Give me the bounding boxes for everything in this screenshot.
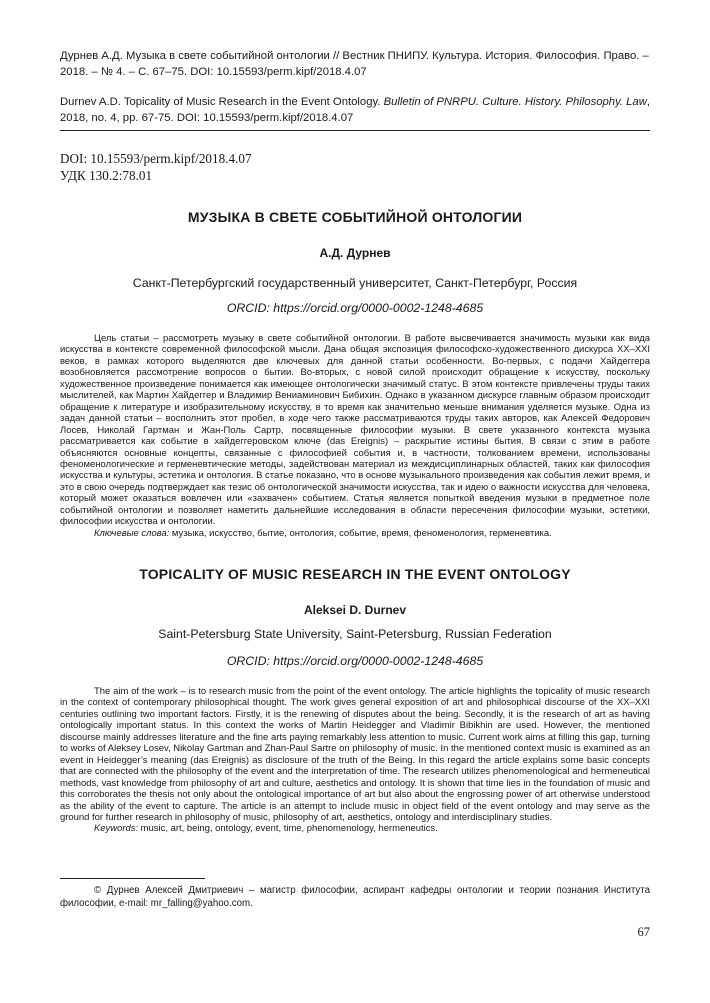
en-abstract — [60, 686, 650, 835]
ru-keywords — [60, 528, 650, 539]
ru-orcid: ORCID: https://orcid.org/0000-0002-1248-4685 — [226, 301, 484, 315]
footnote — [60, 884, 650, 910]
doi: DOI: 10.15593/perm.kipf/2018.4.07 — [60, 151, 252, 166]
doi-block — [60, 150, 252, 184]
header-rule — [60, 130, 650, 131]
citation-ru: Дурнев А.Д. Музыка в свете событийной онтологии // Вестник ПНИПУ. Культура. История. Философия. Право. – 2018. – № 4. – С. 67–75. DOI: 10.15593/perm.kipf/2018.4.07 — [60, 50, 649, 78]
citation-en-journal: Bulletin of PNRPU. Culture. History. Philosophy. Law — [383, 96, 647, 108]
en-affiliation: Saint-Petersburg State University, Saint-Petersburg, Russian Federation — [158, 627, 552, 641]
ru-keywords-list: музыка, искусство, бытие, онтология, событие, время, феноменология, герменевтика. — [169, 527, 552, 539]
citation-en — [60, 95, 650, 126]
en-author: Aleksei D. Durnev — [303, 603, 407, 617]
ru-abstract — [60, 333, 650, 539]
en-keywords-list: music, art, being, ontology, event, time, phenomenology, hermeneutics. — [138, 823, 438, 835]
en-keywords — [60, 823, 650, 834]
en-title: TOPICALITY OF MUSIC RESEARCH IN THE EVENT ONTOLOGY — [139, 566, 571, 582]
en-keywords-label: Keywords: — [94, 823, 139, 835]
en-abstract-text: The aim of the work – is to research music from the point of the event ontology. The article highlights the topicality of music research in the context of contemporary philosophical thought. The work gives general exposition of art and philosophical discourse of the XX–XXI centuries outlining two important factors. Firstly, it is the renewing of disputes about the being. Secondly, it is the research of art as having ontologically important status. In this context the works of Martin Heidegger and Vladimir Bibikhin are used. However, the mentioned discourse mainly addresses literature and the fine arts paying remarkably less attention to music. Current work aims at filling this gap, turning to works of Aleksey Losev, Nikolay Gartman and Zhan-Paul Sartre on philosophy of music. In the mentioned context music is examined as an event in Heidegger’s meaning (das Ereignis) as disclosure of the truth of the Being. In this regard the article explains some basic concepts that are connected with the philosophy of the event and the interpretation of time. The research utilizes phenomenological and hermeneutical methods, vast knowledge from philosophy of art and culture, aesthetics and ontology. It is shown that time lies in the foundation of music and this corroborates the thesis not only about the ontological importance of art but also about the engrossing power of art otherwise understood as the ability of the event to capture. The article is an attempt to include music in object field of the event ontology and may serve as the ground for further research in philosophy of music, philosophy of art, aesthetics, ontology and interdisciplinary studies. — [60, 686, 650, 823]
ru-affiliation: Санкт-Петербургский государственный университет, Санкт-Петербург, Россия — [132, 276, 578, 290]
udk: УДК 130.2:78.01 — [60, 168, 153, 183]
page-number: 67 — [637, 925, 650, 939]
citation-en-author-title: Durnev A.D. Topicality of Music Research in the Event Ontology. — [60, 96, 381, 108]
ru-author: А.Д. Дурнев — [319, 246, 391, 260]
ru-abstract-text: Цель статьи – рассмотреть музыку в свете событийной онтологии. В работе высвечивается значимость музыки как вида искусства в контексте современной философской мысли. Дана общая экспозиция философско-художественного дискурса XX–XXI веков, в рамках которого выделяются две ключевых для данной статьи особенности. Во-первых, с подачи Хайдеггера возобновляется рассмотрение вопросов о бытии. Во-вторых, с новой силой происходит обращение к искусству, поскольку художественное произведение понимается как имеющее онтологически значимый статус. В этом контексте привлечены труды таких мыслителей, как Мартин Хайдеггер и Владимир Вениаминович Бибихин. Однако в указанном дискурсе главным образом происходит обращение к литературе и изобразительному искусству, в то время как значительно меньше внимания уделяется музыке. Одна из задач данной статьи – восполнить этот пробел, в ходе чего также рассматриваются труды таких авторов, как Алексей Федорович Лосев, Николай Гартман и Жан-Поль Сартр, посвященные философии музыки. В свете указанного контекста музыка рассматривается как событие в хайдеггеровском ключе (das Ereignis) – раскрытие истины бытия. В связи с этим в работе объясняются основные концепты, связанные с философией события и, в частности, толкованием времени, использованы феноменологические и герменевтические методы, задействован материал из междисциплинарных областей, таких как философия искусства и культуры, эстетика и онтология. В статье показано, что в основе музыкального произведения как события лежит время, и это в свою очередь подтверждает как тезис об онтологической значимости искусства, так и идею о важности искусства для человека, который может оказаться вовлечен или «захвачен» событием. Статья является попыткой введения музыки в предметное поле событийной онтологии и позволяет наметить дальнейшие исследования в области пересечения философии музыки, эстетики, философии искусства и онтологии. — [60, 333, 650, 528]
footnote-rule — [60, 878, 205, 879]
en-orcid: ORCID: https://orcid.org/0000-0002-1248-4685 — [226, 654, 484, 668]
footnote-text: © Дурнев Алексей Дмитриевич – магистр философии, аспирант кафедры онтологии и теории познания Института философии, e-mail: mr_falling@yahoo.com. — [60, 885, 650, 909]
ru-title: МУЗЫКА В СВЕТЕ СОБЫТИЙНОЙ ОНТОЛОГИИ — [187, 209, 523, 225]
ru-keywords-label: Ключевые слова: — [94, 527, 170, 539]
citation-en-tail: , 2018, no. 4, pp. 67-75. DOI: 10.15593/perm.kipf/2018.4.07 — [60, 96, 651, 124]
